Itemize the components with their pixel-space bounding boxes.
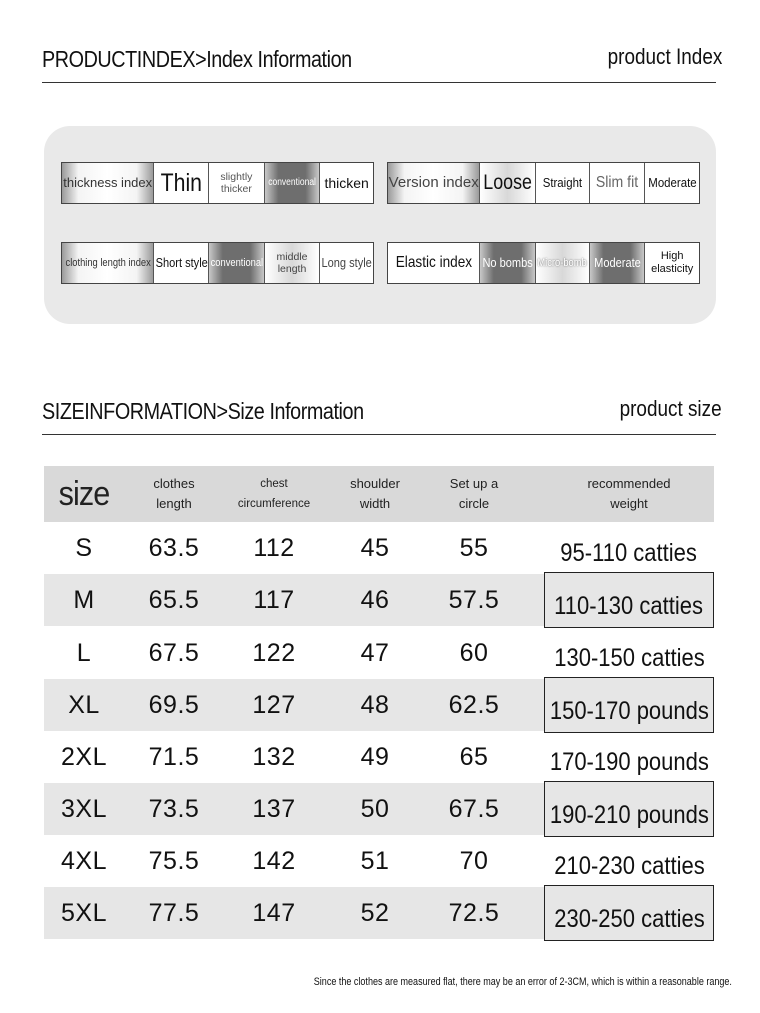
version-moderate-cell: Moderate xyxy=(645,163,699,203)
setup-circle-cell: 55 xyxy=(459,533,489,562)
size-cell: XL xyxy=(68,690,100,719)
weight-cell xyxy=(544,572,714,628)
setup-circle-cell: 67.5 xyxy=(448,794,500,823)
header-chest-circumference: chest circumference xyxy=(237,478,311,510)
size-cell: M xyxy=(73,585,95,614)
header-recommended-weight: recommended weight xyxy=(587,476,671,511)
chest-cell: 117 xyxy=(253,585,295,614)
length-short-style-cell: Short style xyxy=(154,243,209,283)
chest-cell: 112 xyxy=(253,533,295,562)
elastic-label-cell: Elastic index xyxy=(388,243,480,283)
chest-cell: 127 xyxy=(252,690,296,719)
elastic-no-bombs-cell: No bombs xyxy=(480,243,536,283)
length-label-cell: clothing length index xyxy=(62,243,154,283)
version-scale xyxy=(387,162,700,204)
weight-cell xyxy=(544,522,714,574)
thickness-label-cell: thickness index xyxy=(62,163,154,203)
shoulder-cell: 48 xyxy=(360,690,390,719)
clothes-length-cell: 75.5 xyxy=(148,846,200,875)
thickness-thin-cell: Thin xyxy=(154,163,209,203)
clothes-length-cell: 67.5 xyxy=(148,638,200,667)
length-scale xyxy=(61,242,374,284)
length-long-style-cell: Long style xyxy=(320,243,373,283)
shoulder-cell: 49 xyxy=(360,742,390,771)
size-cell: 2XL xyxy=(61,742,107,771)
setup-circle-cell: 70 xyxy=(459,846,489,875)
clothes-length-cell: 63.5 xyxy=(148,533,200,562)
table-row xyxy=(44,574,714,626)
table-row xyxy=(44,887,714,939)
shoulder-cell: 45 xyxy=(360,533,390,562)
setup-circle-cell: 60 xyxy=(459,638,489,667)
size-cell: 3XL xyxy=(61,794,107,823)
weight-text: 170-190 pounds xyxy=(549,747,709,776)
table-row xyxy=(44,783,714,835)
header-size: size xyxy=(58,475,110,513)
size-cell: S xyxy=(75,533,93,562)
measurement-footnote: Since the clothes are measured flat, there may be an error of 2-3CM, which is within a reasonable range. xyxy=(313,976,732,988)
weight-cell xyxy=(544,835,714,887)
size-cell: 4XL xyxy=(61,846,107,875)
shoulder-cell: 47 xyxy=(360,638,390,667)
clothes-length-cell: 77.5 xyxy=(148,898,200,927)
index-panel xyxy=(44,126,716,324)
elastic-high-elasticity-cell: High elasticity xyxy=(645,243,699,283)
weight-cell xyxy=(544,885,714,941)
shoulder-cell: 51 xyxy=(360,846,390,875)
weight-text: 150-170 pounds xyxy=(549,696,709,725)
index-section-subtitle: product Index xyxy=(607,44,722,69)
size-cell: L xyxy=(76,638,92,667)
length-conventional-cell: conventional xyxy=(209,243,265,283)
setup-circle-cell: 72.5 xyxy=(448,898,500,927)
index-section-title: PRODUCTINDEX>Index Information xyxy=(42,46,352,72)
header-setup-circle: Set up a circle xyxy=(449,476,499,511)
clothes-length-cell: 69.5 xyxy=(148,690,200,719)
chest-cell: 132 xyxy=(252,742,296,771)
table-row xyxy=(44,679,714,731)
elastic-micro-bomb-cell: Micro-bomb xyxy=(536,243,590,283)
header-shoulder-width: shoulder width xyxy=(350,476,400,511)
chest-cell: 137 xyxy=(252,794,296,823)
chest-cell: 147 xyxy=(252,898,296,927)
chest-cell: 122 xyxy=(252,638,296,667)
setup-circle-cell: 65 xyxy=(459,742,489,771)
weight-text: 95-110 catties xyxy=(560,538,698,567)
version-slim-fit-cell: Slim fit xyxy=(590,163,646,203)
weight-cell xyxy=(544,781,714,837)
weight-cell xyxy=(544,627,714,679)
length-middle-length-cell: middle length xyxy=(265,243,321,283)
header-clothes-length: clothes length xyxy=(153,476,195,511)
weight-text: 190-210 pounds xyxy=(549,800,709,829)
shoulder-cell: 52 xyxy=(360,898,390,927)
setup-circle-cell: 57.5 xyxy=(448,585,500,614)
chest-cell: 142 xyxy=(252,846,296,875)
weight-text: 230-250 catties xyxy=(553,904,705,933)
size-cell: 5XL xyxy=(61,898,107,927)
size-section-header xyxy=(42,394,722,435)
shoulder-cell: 50 xyxy=(360,794,390,823)
weight-text: 130-150 catties xyxy=(553,643,705,672)
thickness-thicken-cell: thicken xyxy=(320,163,373,203)
clothes-length-cell: 65.5 xyxy=(148,585,200,614)
size-section-subtitle: product size xyxy=(619,396,722,421)
table-row xyxy=(44,835,714,887)
table-row xyxy=(44,627,714,679)
table-row xyxy=(44,522,714,574)
weight-text: 210-230 catties xyxy=(553,851,705,880)
weight-text: 110-130 catties xyxy=(554,591,704,620)
version-straight-cell: Straight xyxy=(536,163,590,203)
setup-circle-cell: 62.5 xyxy=(448,690,500,719)
clothes-length-cell: 71.5 xyxy=(148,742,200,771)
shoulder-cell: 46 xyxy=(360,585,390,614)
version-loose-cell: Loose xyxy=(480,163,536,203)
weight-cell xyxy=(544,677,714,733)
clothes-length-cell: 73.5 xyxy=(148,794,200,823)
index-section-header xyxy=(42,42,722,83)
thickness-slightly-thicker-cell: slightly thicker xyxy=(209,163,265,203)
elastic-moderate-cell: Moderate xyxy=(590,243,646,283)
thickness-conventional-cell: conventional xyxy=(265,163,321,203)
version-label-cell: Version index xyxy=(388,163,480,203)
size-section-title: SIZEINFORMATION>Size Information xyxy=(42,398,364,424)
elastic-scale xyxy=(387,242,700,284)
size-table-header xyxy=(44,466,714,522)
thickness-scale xyxy=(61,162,374,204)
table-row xyxy=(44,731,714,783)
weight-cell xyxy=(544,731,714,783)
